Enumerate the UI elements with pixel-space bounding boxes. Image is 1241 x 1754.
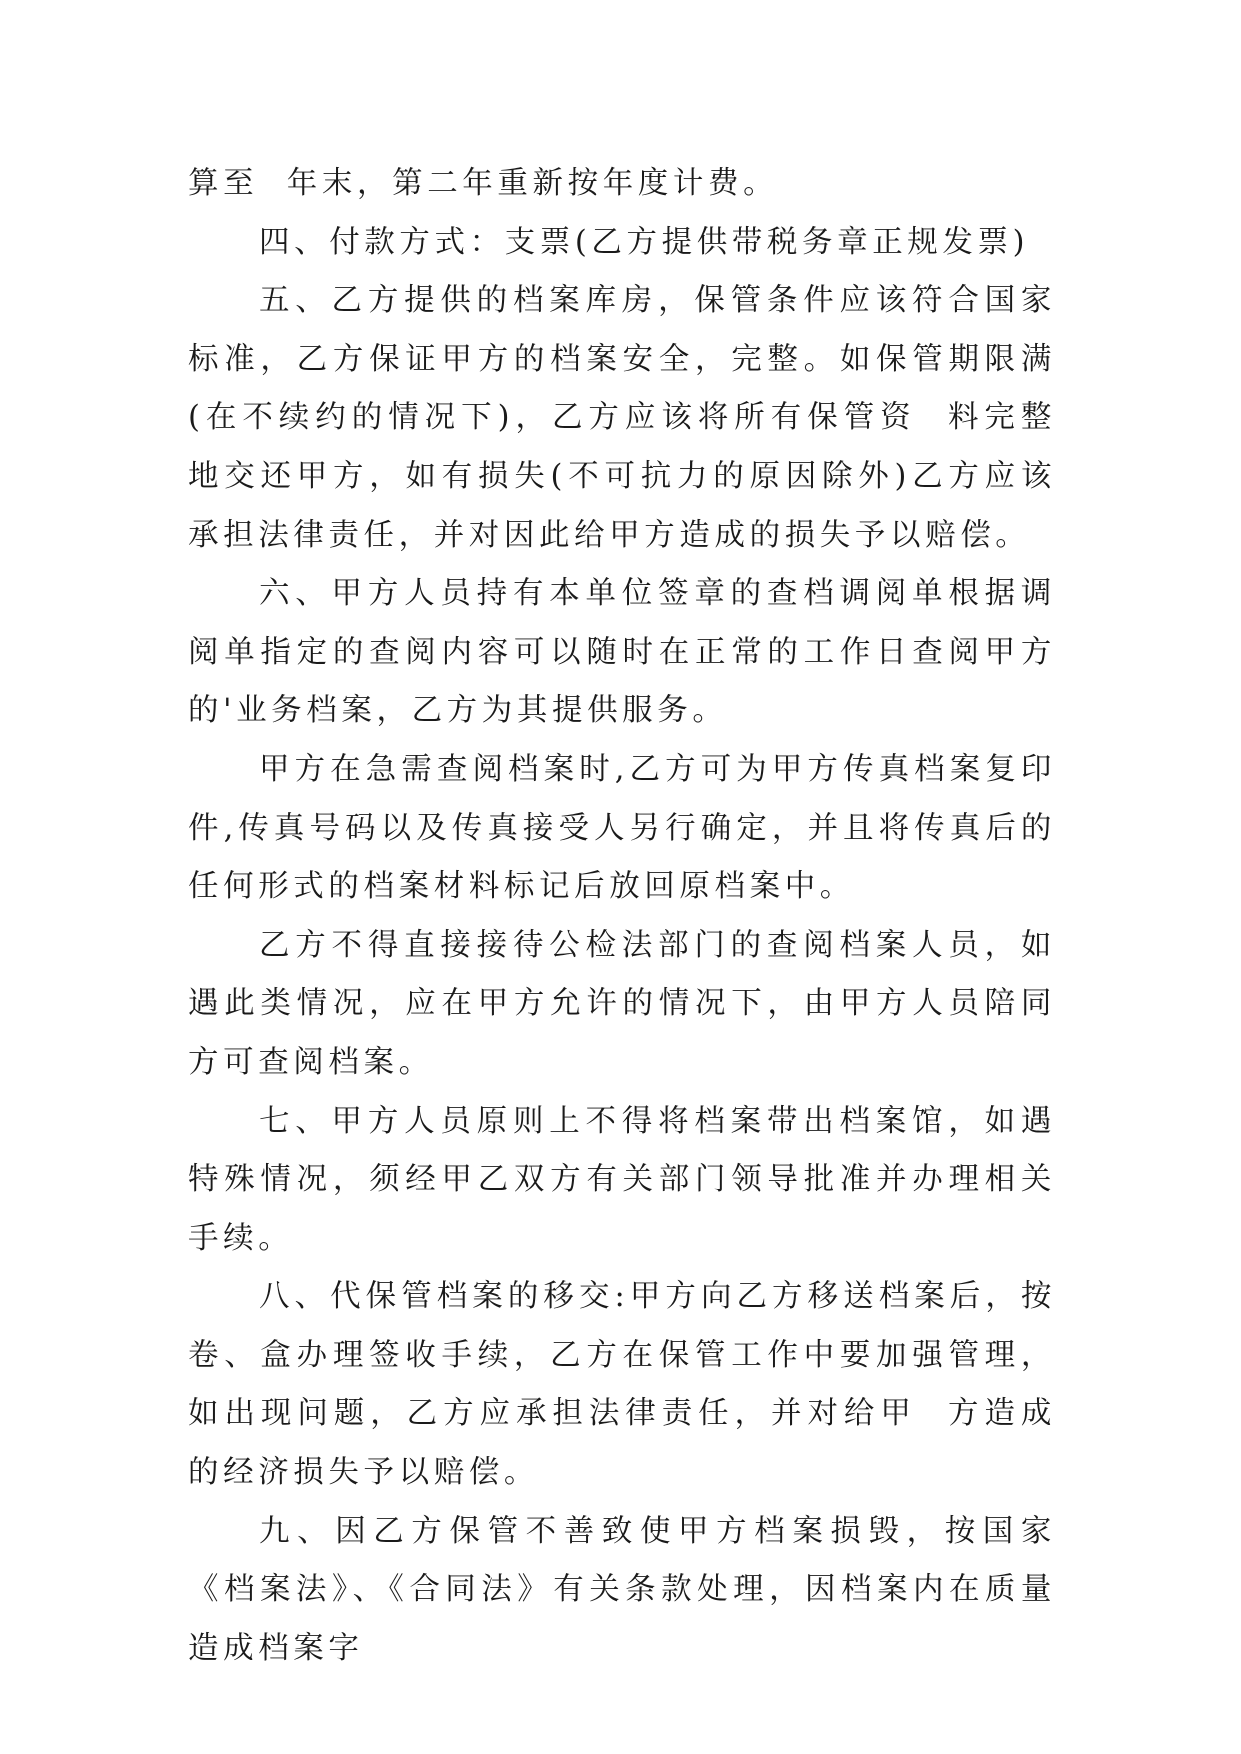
paragraph-billing-year-end: 算至 年末，第二年重新按年度计费。 xyxy=(188,166,779,201)
paragraph-archive-transfer: 八、代保管档案的移交:甲方向乙方移送档案后，按卷、盒办理签收手续，乙方在保管工作中要加强管理，如出现问题，乙方应承担法律责任，并对给甲 方造成的经济损失予以赔偿。 xyxy=(188,1279,1056,1491)
document-body xyxy=(188,155,1056,1678)
paragraph-legal-inquiries: 乙方不得直接接待公检法部门的查阅档案人员，如遇此类情况，应在甲方允许的情况下，由甲方人员陪同方可查阅档案。 xyxy=(188,927,1056,1080)
paragraph-archive-access: 六、甲方人员持有本单位签章的查档调阅单根据调阅单指定的查阅内容可以随时在正常的工作日查阅甲方的'业务档案，乙方为其提供服务。 xyxy=(188,576,1056,729)
paragraph-fax-copies: 甲方在急需查阅档案时,乙方可为甲方传真档案复印件,传真号码以及传真接受人另行确定，并且将传真后的任何形式的档案材料标记后放回原档案中。 xyxy=(188,751,1056,905)
paragraph-storage-conditions: 五、乙方提供的档案库房，保管条件应该符合国家标准，乙方保证甲方的档案安全，完整。如保管期限满(在不续约的情况下)，乙方应该将所有保管资 料完整地交还甲方，如有损失(不可抗力的原因除外)乙方应该承担法律责任，并对因此给甲方造成的损失予以赔偿。 xyxy=(188,283,1056,553)
paragraph-damage-liability: 九、因乙方保管不善致使甲方档案损毁，按国家《档案法》、《合同法》有关条款处理，因档案内在质量造成档案字 xyxy=(188,1513,1056,1666)
paragraph-payment-method: 四、付款方式：支票(乙方提供带税务章正规发票) xyxy=(259,224,1030,260)
paragraph-archive-removal: 七、甲方人员原则上不得将档案带出档案馆，如遇特殊情况，须经甲乙双方有关部门领导批准并办理相关手续。 xyxy=(188,1103,1056,1256)
